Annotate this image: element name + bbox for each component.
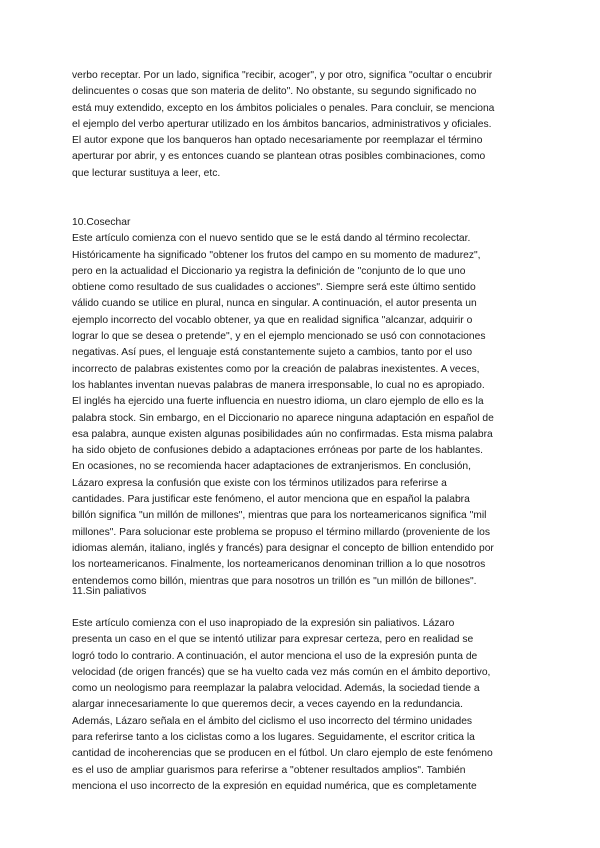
text-line: En ocasiones, no se recomienda hacer adaptaciones de extranjerismos. En conclusión, — [72, 461, 471, 473]
text-line: que lecturar sustituya a leer, etc. — [72, 167, 221, 179]
text-line: lograr lo que se desea o pretende", y en el ejemplo mencionado se usó con connotaciones — [72, 331, 486, 343]
text-line: cantidad de incoherencias que se producen en el fútbol. Un claro ejemplo de este fenómeno — [72, 748, 493, 760]
text-line: como un neologismo para reemplazar la palabra velocidad. Además, la sociedad tiende a — [72, 683, 480, 695]
section-heading: 11.Sin paliativos — [72, 586, 147, 597]
text-line: es el uso de ampliar guarismos para referirse a "obtener resultados amplios". También — [72, 764, 466, 776]
text-line: para referirse tanto a los ciclistas como a los lugares. Seguidamente, el escritor critica la — [72, 732, 475, 744]
text-line: alargar innecesariamente lo que queremos decir, a veces cayendo en la redundancia. — [72, 699, 463, 711]
text-line: cantidades. Para justificar este fenómeno, el autor menciona que en español la palabra — [72, 494, 470, 506]
text-line: El autor expone que los banqueros han optado necesariamente por reemplazar el término — [72, 135, 483, 147]
text-line: Lázaro expresa la confusión que existe con los términos utilizados para referirse a — [72, 477, 447, 489]
section-heading: 10.Cosechar — [72, 217, 131, 228]
text-line: menciona el uso incorrecto de la expresión en equidad numérica, que es completamente — [72, 780, 477, 792]
text-line: delincuentes o cosas que son materia de delito". No obstante, su segundo significado no — [72, 86, 477, 98]
text-line: millones". Para solucionar este problema se propuso el término millardo (proveniente de los — [72, 526, 491, 538]
text-line: Históricamente ha significado "obtener los frutos del campo en su momento de madurez", — [72, 249, 481, 261]
text-line: obtiene como resultado de sus cualidades o acciones". Siempre será este último sentido — [72, 282, 476, 294]
text-line: billón significa "un millón de millones", mientras que para los norteamericanos significa "mil — [72, 510, 487, 522]
text-line: ha sido objeto de confusiones debido a adaptaciones erróneas por parte de los hablantes. — [72, 445, 484, 457]
text-line: Además, Lázaro señala en el ámbito del ciclismo el uso incorrecto del término unidades — [72, 715, 473, 727]
section-9-tail-paragraph — [72, 68, 532, 182]
text-line: Este artículo comienza con el nuevo sentido que se le está dando al término recolectar. — [72, 233, 471, 245]
text-line: incorrecto de palabras existentes como por la creación de palabras inexistentes. A veces, — [72, 363, 480, 375]
text-line: pero en la actualidad el Diccionario ya registra la definición de "conjunto de lo que uno — [72, 265, 466, 277]
section-10 — [72, 215, 532, 590]
text-line: Este artículo comienza con el uso inapropiado de la expresión sin paliativos. Lázaro — [72, 618, 455, 629]
text-line: negativas. Así pues, el lenguaje está constantemente sujeto a cambios, tanto por el uso — [72, 347, 473, 359]
section-11-heading-block — [72, 584, 532, 600]
text-line: está muy extendido, excepto en los ámbitos policiales o penales. Para concluir, se menciona — [72, 102, 495, 114]
text-line: verbo receptar. Por un lado, significa "recibir, acoger", y por otro, significa "ocultar o encubrir — [72, 70, 493, 81]
text-line: El inglés ha ejercido una fuerte influencia en nuestro idioma, un claro ejemplo de ello es la — [72, 396, 484, 408]
text-line: entendemos como billón, mientras que para nosotros un trillón es "un millón de billones". — [72, 575, 477, 587]
text-line: aperturar por abrir, y es entonces cuando se plantean otras posibles combinaciones, como — [72, 151, 486, 163]
text-line: ejemplo incorrecto del vocablo obtener, ya que en realidad significa "alcanzar, adquirir o — [72, 314, 473, 326]
section-11-paragraph — [72, 616, 532, 795]
text-line: velocidad (de origen francés) que se ha vuelto cada vez más común en el ámbito deportivo, — [72, 666, 491, 678]
text-line: logró todo lo contrario. A continuación, el autor menciona el uso de la expresión punta de — [72, 650, 478, 662]
text-line: presenta un caso en el que se intentó utilizar para expresar certeza, pero en realidad se — [72, 634, 474, 646]
text-line: los norteamericanos. Finalmente, los norteamericanos denominan trillion a lo que nosotros — [72, 559, 486, 571]
text-line: los hablantes inventan nuevas palabras de manera irresponsable, lo cual no es apropiado. — [72, 379, 485, 391]
text-line: el ejemplo del verbo aperturar utilizado en los ámbitos bancarios, administrativos y oficiales. — [72, 118, 492, 130]
text-line: palabra stock. Sin embargo, en el Diccionario no aparece ninguna adaptación en español de — [72, 412, 494, 424]
text-line: esa palabra, aunque existen algunas posibilidades aún no confirmadas. Esta misma palabra — [72, 428, 493, 440]
text-line: válido cuando se utilice en plural, nunca en singular. A continuación, el autor presenta un — [72, 298, 477, 310]
text-line: idiomas alemán, italiano, inglés y francés) para designar el concepto de billion entendido por — [72, 542, 494, 554]
